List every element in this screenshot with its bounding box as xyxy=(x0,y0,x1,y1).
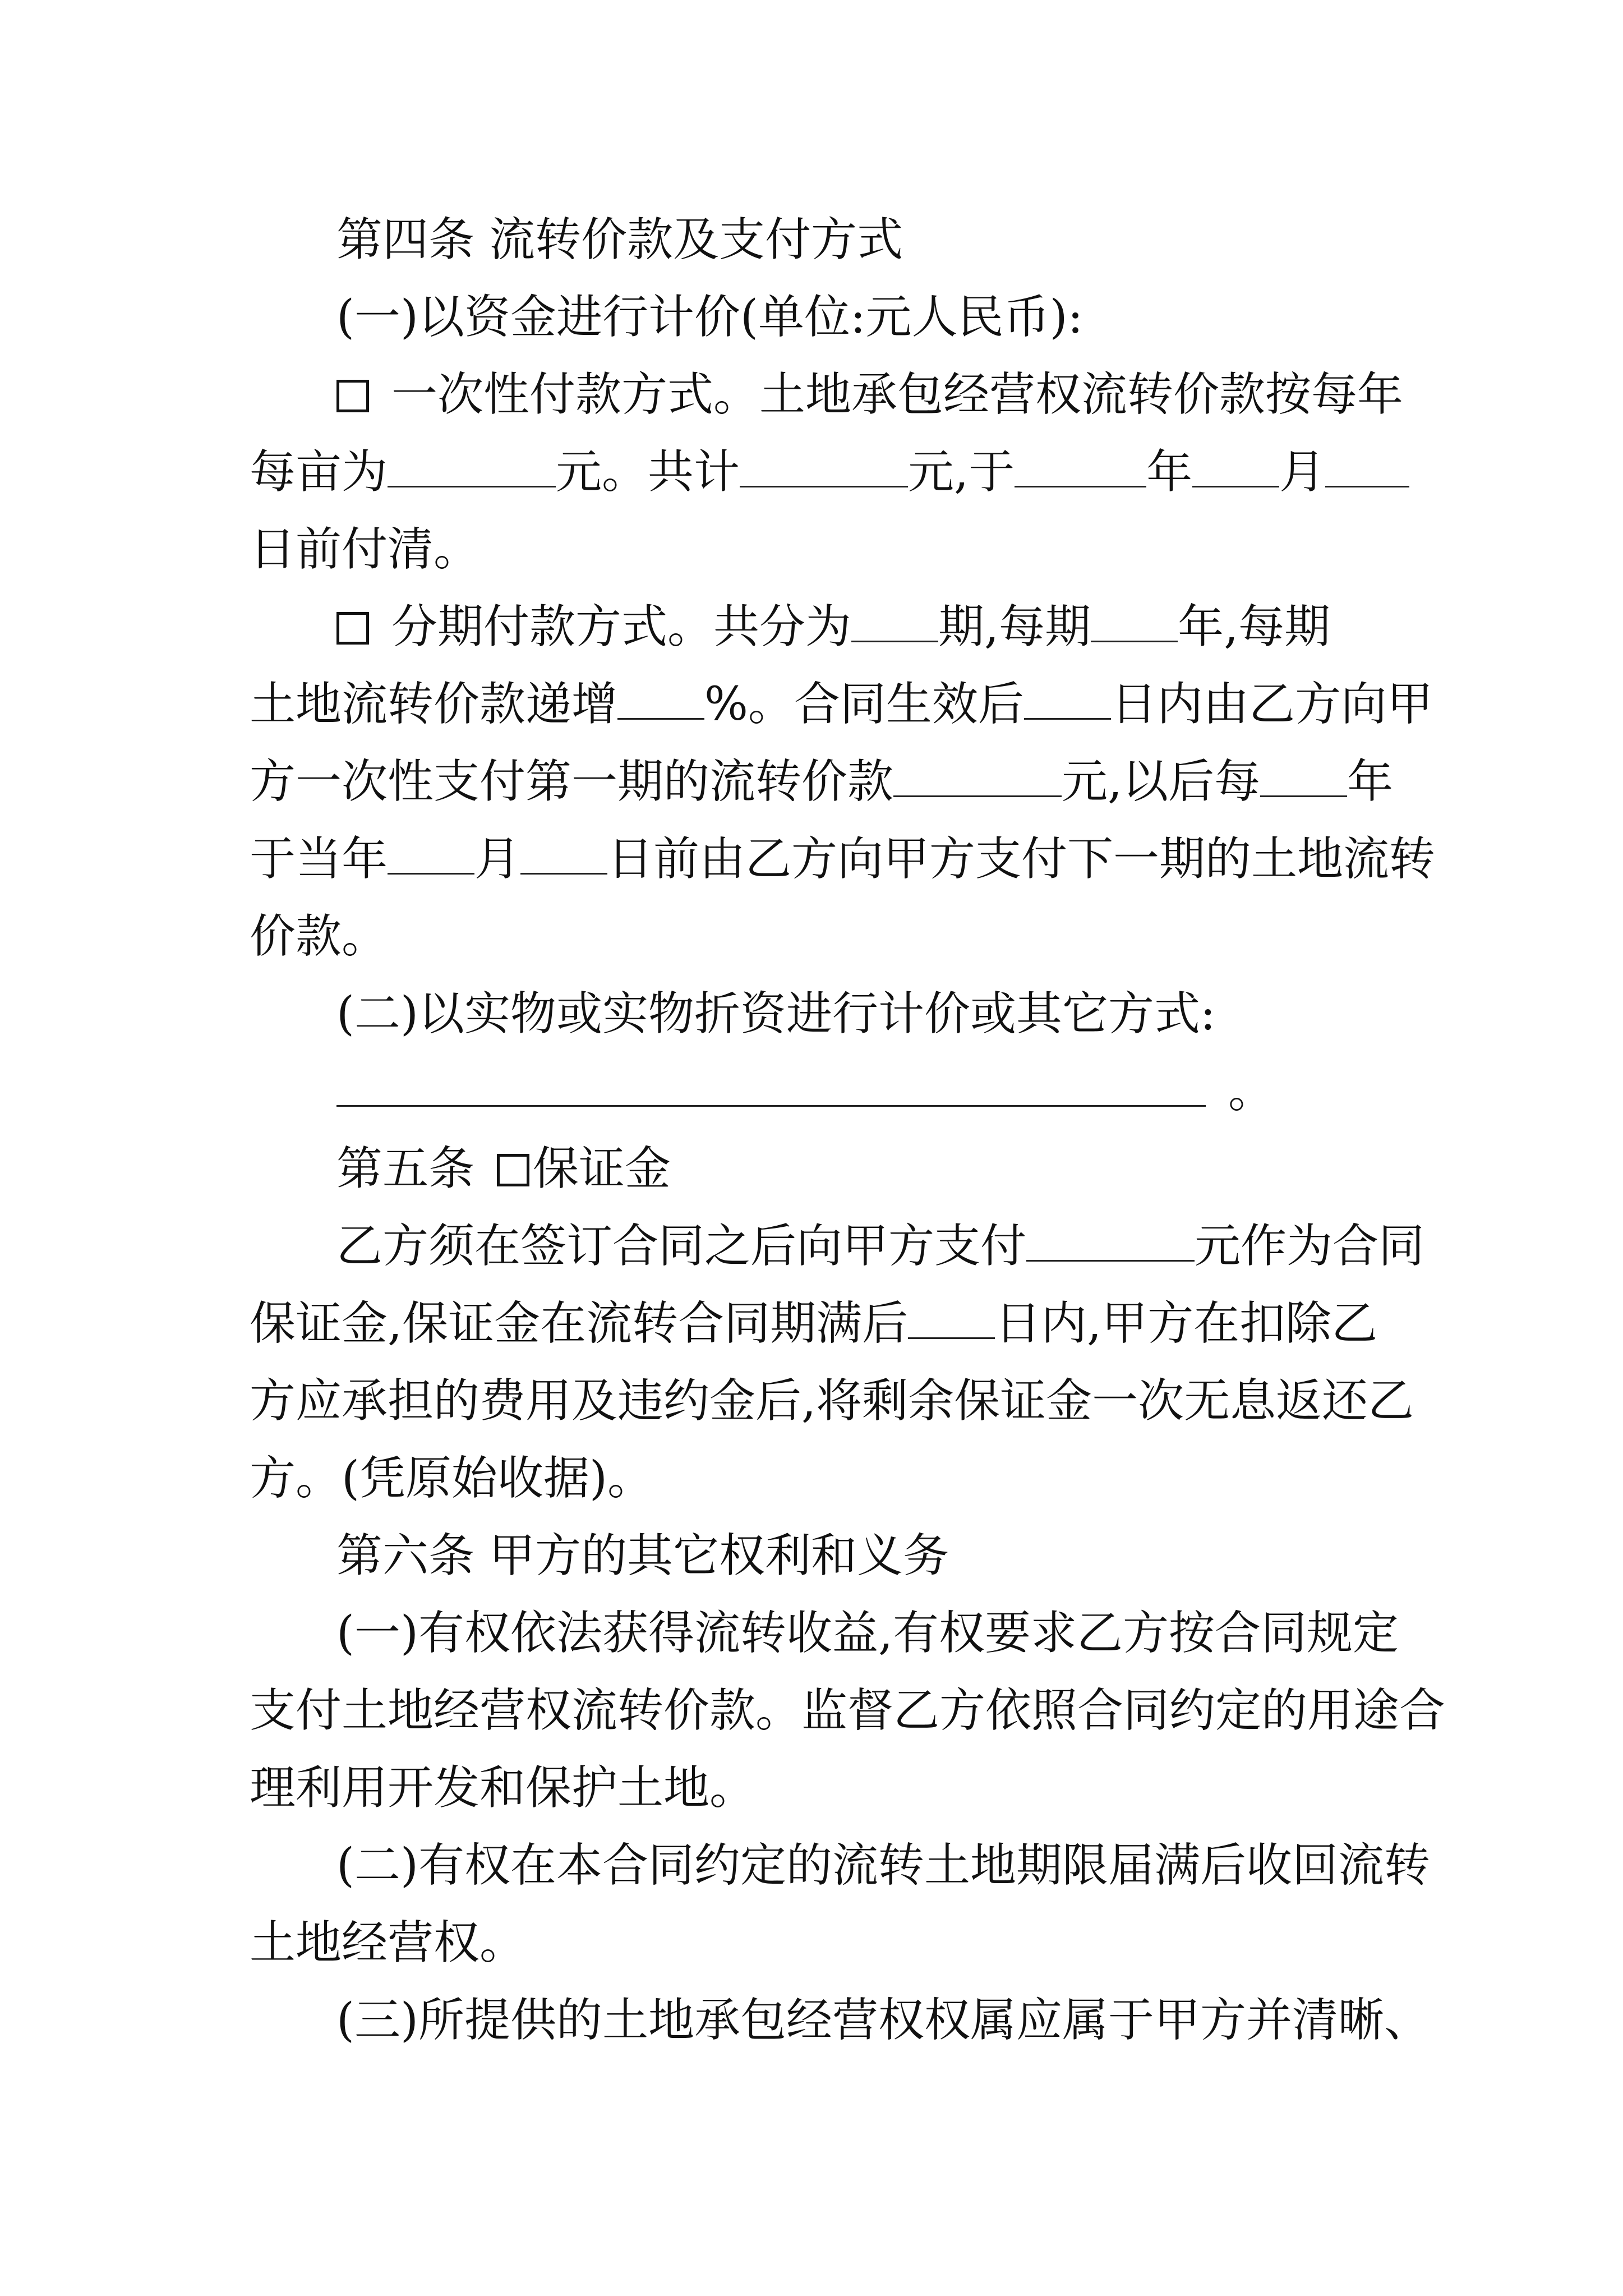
rights-item-1-line-3: 理利用开发和保护土地。 xyxy=(250,1761,756,1815)
article-4-subsection-2: (二)以实物或实物折资进行计价或其它方式: xyxy=(336,987,1216,1041)
article-4-subsection-1: (一)以资金进行计价(单位:元人民币): xyxy=(336,291,1083,344)
deposit-checkbox[interactable] xyxy=(497,1154,529,1186)
installment-line-4: 于当年 月 日前由乙方向甲方支付下一期的土地流转 xyxy=(250,832,1436,886)
rights-item-2-line-2: 土地经营权。 xyxy=(250,1916,526,1970)
article-4-heading: 第四条 流转价款及支付方式 xyxy=(336,213,903,266)
lump-sum-end-line: 日前付清。 xyxy=(250,523,480,576)
deposit-line-4: 方。(凭原始收据)。 xyxy=(250,1452,653,1505)
year-blank[interactable] xyxy=(1015,447,1146,487)
deposit-amount-blank[interactable] xyxy=(1026,1221,1195,1262)
payment-day-blank[interactable] xyxy=(520,834,607,875)
rights-item-1-line-2: 支付土地经营权流转价款。监督乙方依照合同约定的用途合 xyxy=(250,1684,1446,1737)
installment-line-3: 方一次性支付第一期的流转价款 元,以后每 年 xyxy=(250,755,1394,808)
deposit-line-2: 保证金,保证金在流转合同期满后 日内,甲方在扣除乙 xyxy=(250,1297,1378,1350)
rights-item-1-line-1: (一)有权依法获得流转收益,有权要求乙方按合同规定 xyxy=(336,1607,1399,1660)
rights-item-2-line-1: (二)有权在本合同约定的流转土地期限届满后收回流转 xyxy=(336,1839,1430,1892)
lump-sum-option-line: 一次性付款方式。土地承包经营权流转价款按每年 xyxy=(336,368,1403,422)
rights-item-3-line-1: (三)所提供的土地承包经营权权属应属于甲方并清晰、 xyxy=(336,1994,1430,2047)
payment-month-blank[interactable] xyxy=(388,834,474,875)
lump-sum-amount-line: 每亩为 元。共计 元,于 年 月 xyxy=(250,445,1409,499)
installment-line-2: 土地流转价款递增 %。合同生效后 日内由乙方向甲 xyxy=(250,678,1433,731)
every-n-years-blank[interactable] xyxy=(1260,756,1347,797)
per-mu-price-blank[interactable] xyxy=(388,447,556,487)
month-blank[interactable] xyxy=(1192,447,1279,487)
installment-checkbox[interactable] xyxy=(336,612,369,645)
article-5-heading: 第五条 保证金 xyxy=(336,1142,671,1195)
deposit-line-3: 方应承担的费用及违约金后,将剩余保证金一次无息返还乙 xyxy=(250,1374,1414,1428)
installment-option-line: 分期付款方式。共分为 期,每期 年,每期 xyxy=(336,600,1330,654)
increase-percent-blank[interactable] xyxy=(617,679,704,720)
lump-sum-checkbox[interactable] xyxy=(336,380,369,412)
day-blank[interactable] xyxy=(1325,447,1409,487)
installment-count-blank[interactable] xyxy=(851,601,938,642)
refund-days-blank[interactable] xyxy=(908,1298,995,1339)
total-amount-blank[interactable] xyxy=(740,447,908,487)
days-after-effect-blank[interactable] xyxy=(1024,679,1111,720)
first-period-amount-blank[interactable] xyxy=(893,756,1062,797)
years-per-period-blank[interactable] xyxy=(1091,601,1178,642)
deposit-line-1: 乙方须在签订合同之后向甲方支付 元作为合同 xyxy=(336,1220,1425,1273)
installment-line-5: 价款。 xyxy=(250,910,388,963)
other-method-line: 。 xyxy=(336,1065,1274,1119)
other-method-blank[interactable] xyxy=(336,1066,1206,1107)
article-6-heading: 第六条 甲方的其它权利和义务 xyxy=(336,1529,949,1582)
